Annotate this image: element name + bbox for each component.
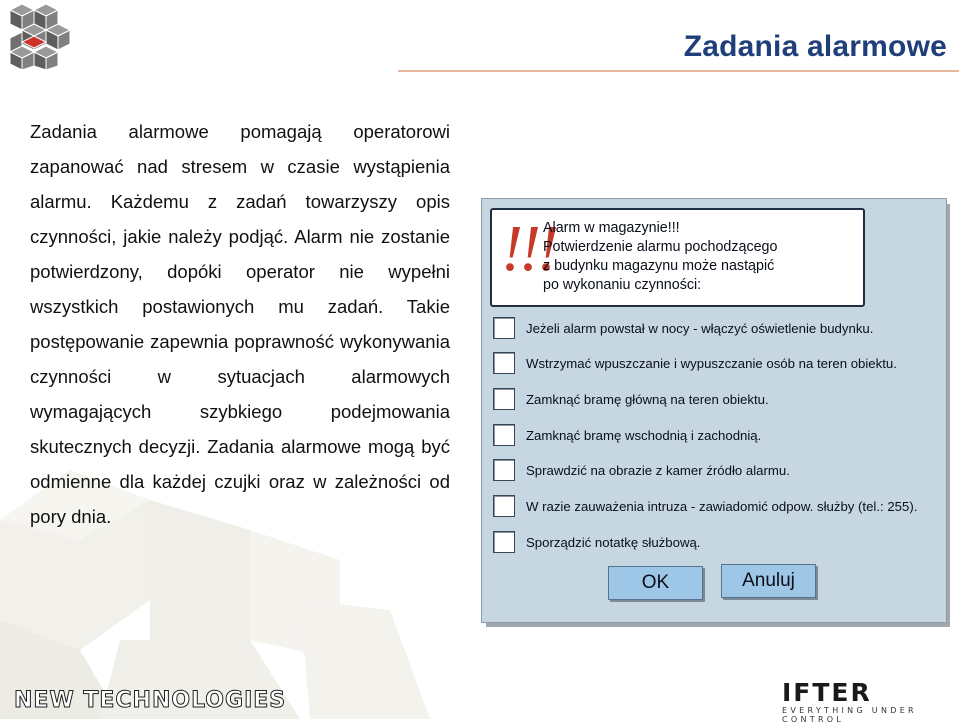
task-row: [493, 494, 917, 518]
alert-exclamation-icon: !!!: [501, 212, 555, 285]
task-row: [493, 387, 769, 411]
task-checkbox[interactable]: [493, 424, 515, 446]
ifter-logo-text: IFTER: [782, 678, 872, 707]
description-paragraph: Zadania alarmowe pomagają operatorowi zapanować nad stresem w czasie wystąpienia alarmu. Każdemu z zadań towarzyszy opis czynności, jakie należy podjąć. Alarm nie zostanie potwierdzony, dopóki operator nie wypełni wszystkich postawionych mu zadań. Takie postępowanie zapewnia poprawność wykonywania czynności w sytuacjach alarmowych wymagających szybkiego podejmowania skutecznych decyzji. Zadania alarmowe mogą być odmienne dla każdej czujki oraz w zależności od pory dnia.: [30, 121, 450, 527]
task-label: Jeżeli alarm powstał w nocy - włączyć oświetlenie budynku.: [526, 320, 874, 336]
cubes-logo-icon: [6, 4, 74, 72]
task-checkbox[interactable]: [493, 495, 515, 517]
task-checkbox[interactable]: [493, 352, 515, 374]
alarm-message-line: Potwierdzenie alarmu pochodzącego: [543, 239, 778, 255]
task-row: [493, 530, 700, 554]
ok-button[interactable]: OK: [608, 566, 703, 600]
task-checkbox[interactable]: [493, 459, 515, 481]
title-divider: [398, 70, 959, 72]
alarm-message-line: z budynku magazynu może nastąpić: [543, 258, 775, 274]
alarm-message-line: Alarm w magazynie!!!: [543, 220, 680, 236]
task-row: [493, 423, 761, 447]
alarm-task-dialog: [481, 198, 947, 623]
new-technologies-logo: NEW TECHNOLOGIES: [14, 688, 287, 713]
task-label: Sprawdzić na obrazie z kamer źródło alarmu.: [526, 462, 790, 478]
alarm-message: [543, 219, 777, 295]
task-label: Wstrzymać wpuszczanie i wypuszczanie osób na teren obiektu.: [526, 355, 897, 371]
task-label: W razie zauważenia intruza - zawiadomić odpow. służby (tel.: 255).: [526, 498, 918, 514]
ifter-logo-tagline: EVERYTHING UNDER CONTROL: [782, 706, 917, 724]
task-row: [493, 458, 790, 482]
task-label: Zamknąć bramę wschodnią i zachodnią.: [526, 427, 762, 443]
task-checkbox[interactable]: [493, 317, 515, 339]
task-checkbox[interactable]: [493, 388, 515, 410]
cancel-button[interactable]: Anuluj: [721, 564, 816, 598]
task-label: Sporządzić notatkę służbową.: [526, 534, 701, 550]
alarm-message-line: po wykonaniu czynności:: [543, 277, 702, 293]
task-row: [493, 351, 897, 375]
alarm-message-box: [490, 208, 865, 307]
task-label: Zamknąć bramę główną na teren obiektu.: [526, 391, 769, 407]
ifter-logo: [782, 680, 959, 724]
page-title: Zadania alarmowe: [683, 30, 947, 63]
task-checkbox[interactable]: [493, 531, 515, 553]
task-row: [493, 316, 873, 340]
